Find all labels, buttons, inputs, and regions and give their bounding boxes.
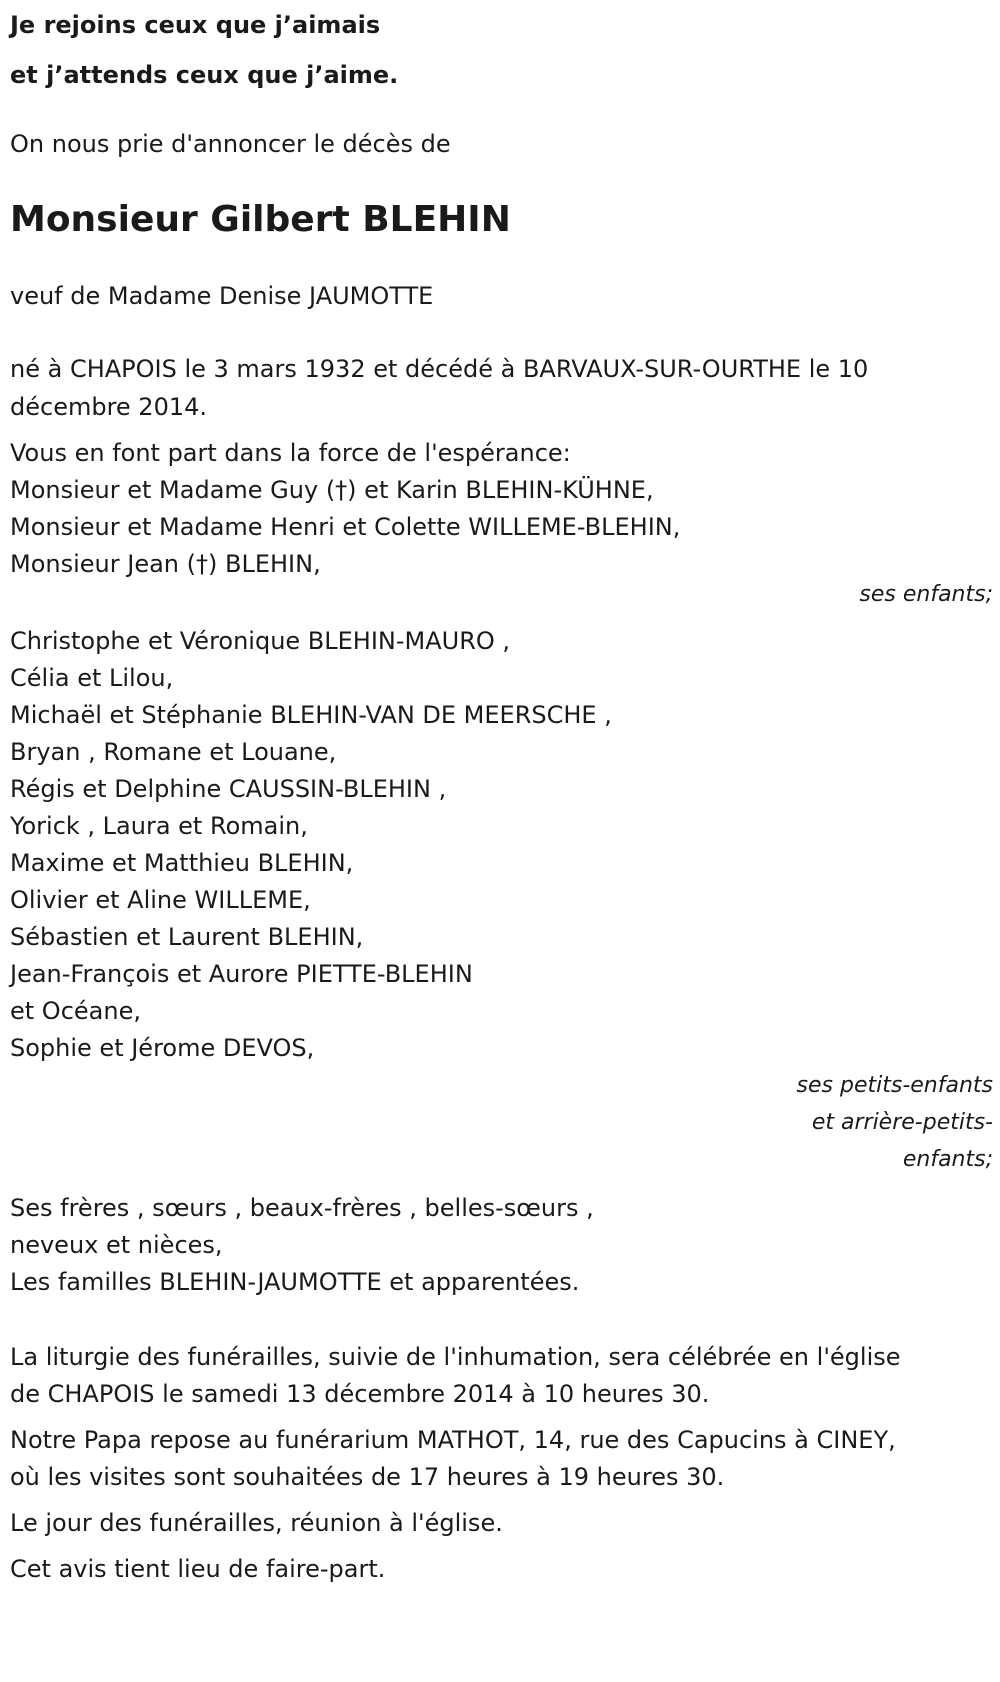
liturgy-line: La liturgie des funérailles, suivie de l'inhumation, sera célébrée en l'église: [10, 1343, 901, 1371]
family-line: neveux et nièces,: [10, 1231, 223, 1259]
grandchild-line: Yorick , Laura et Romain,: [10, 812, 308, 840]
widower-of: veuf de Madame Denise JAUMOTTE: [10, 282, 434, 310]
grandchild-line: Jean-François et Aurore PIETTE-BLEHIN: [10, 960, 473, 988]
viewing-line: où les visites sont souhaitées de 17 heures à 19 heures 30.: [10, 1463, 725, 1491]
child-line: Monsieur et Madame Henri et Colette WILLEME-BLEHIN,: [10, 513, 681, 541]
grandchild-line: Sophie et Jérome DEVOS,: [10, 1034, 315, 1062]
epigraph-line-1: Je rejoins ceux que j’aimais: [10, 11, 381, 39]
deceased-name: Monsieur Gilbert BLEHIN: [10, 199, 511, 240]
meeting-text: Le jour des funérailles, réunion à l'église.: [10, 1509, 503, 1537]
grandchild-line: Régis et Delphine CAUSSIN-BLEHIN ,: [10, 775, 447, 803]
child-line: Monsieur et Madame Guy (†) et Karin BLEHIN-KÜHNE,: [10, 476, 654, 504]
liturgy-line: de CHAPOIS le samedi 13 décembre 2014 à 10 heures 30.: [10, 1380, 710, 1408]
grandchild-line: Olivier et Aline WILLEME,: [10, 886, 311, 914]
grandchild-line: et Océane,: [10, 997, 141, 1025]
birth-death: né à CHAPOIS le 3 mars 1932 et décédé à BARVAUX-SUR-OURTHE le 10 décembre 2014.: [10, 355, 869, 421]
grandchild-line: Sébastien et Laurent BLEHIN,: [10, 923, 364, 951]
grandchild-line: Bryan , Romane et Louane,: [10, 738, 337, 766]
family-line: Les familles BLEHIN-JAUMOTTE et apparentées.: [10, 1268, 580, 1296]
grandchild-line: Célia et Lilou,: [10, 664, 174, 692]
grandchild-line: Christophe et Véronique BLEHIN-MAURO ,: [10, 627, 511, 655]
grandchildren-label: et arrière-petits-: [811, 1110, 993, 1135]
grandchild-line: Maxime et Matthieu BLEHIN,: [10, 849, 354, 877]
grandchildren-label: enfants;: [902, 1147, 993, 1172]
grandchildren-label: ses petits-enfants: [796, 1073, 993, 1098]
child-line: Monsieur Jean (†) BLEHIN,: [10, 550, 321, 578]
closing-text: Cet avis tient lieu de faire-part.: [10, 1555, 386, 1583]
children-intro: Vous en font part dans la force de l'espérance:: [10, 439, 571, 467]
children-label: ses enfants;: [859, 582, 993, 607]
epigraph-line-2: et j’attends ceux que j’aime.: [10, 61, 399, 89]
intro-text: On nous prie d'annoncer le décès de: [10, 130, 451, 158]
family-line: Ses frères , sœurs , beaux-frères , belles-sœurs ,: [10, 1194, 594, 1222]
obituary-notice: [10, 0, 993, 1588]
grandchild-line: Michaël et Stéphanie BLEHIN-VAN DE MEERSCHE ,: [10, 701, 612, 729]
viewing-line: Notre Papa repose au funérarium MATHOT, 14, rue des Capucins à CINEY,: [10, 1426, 896, 1454]
